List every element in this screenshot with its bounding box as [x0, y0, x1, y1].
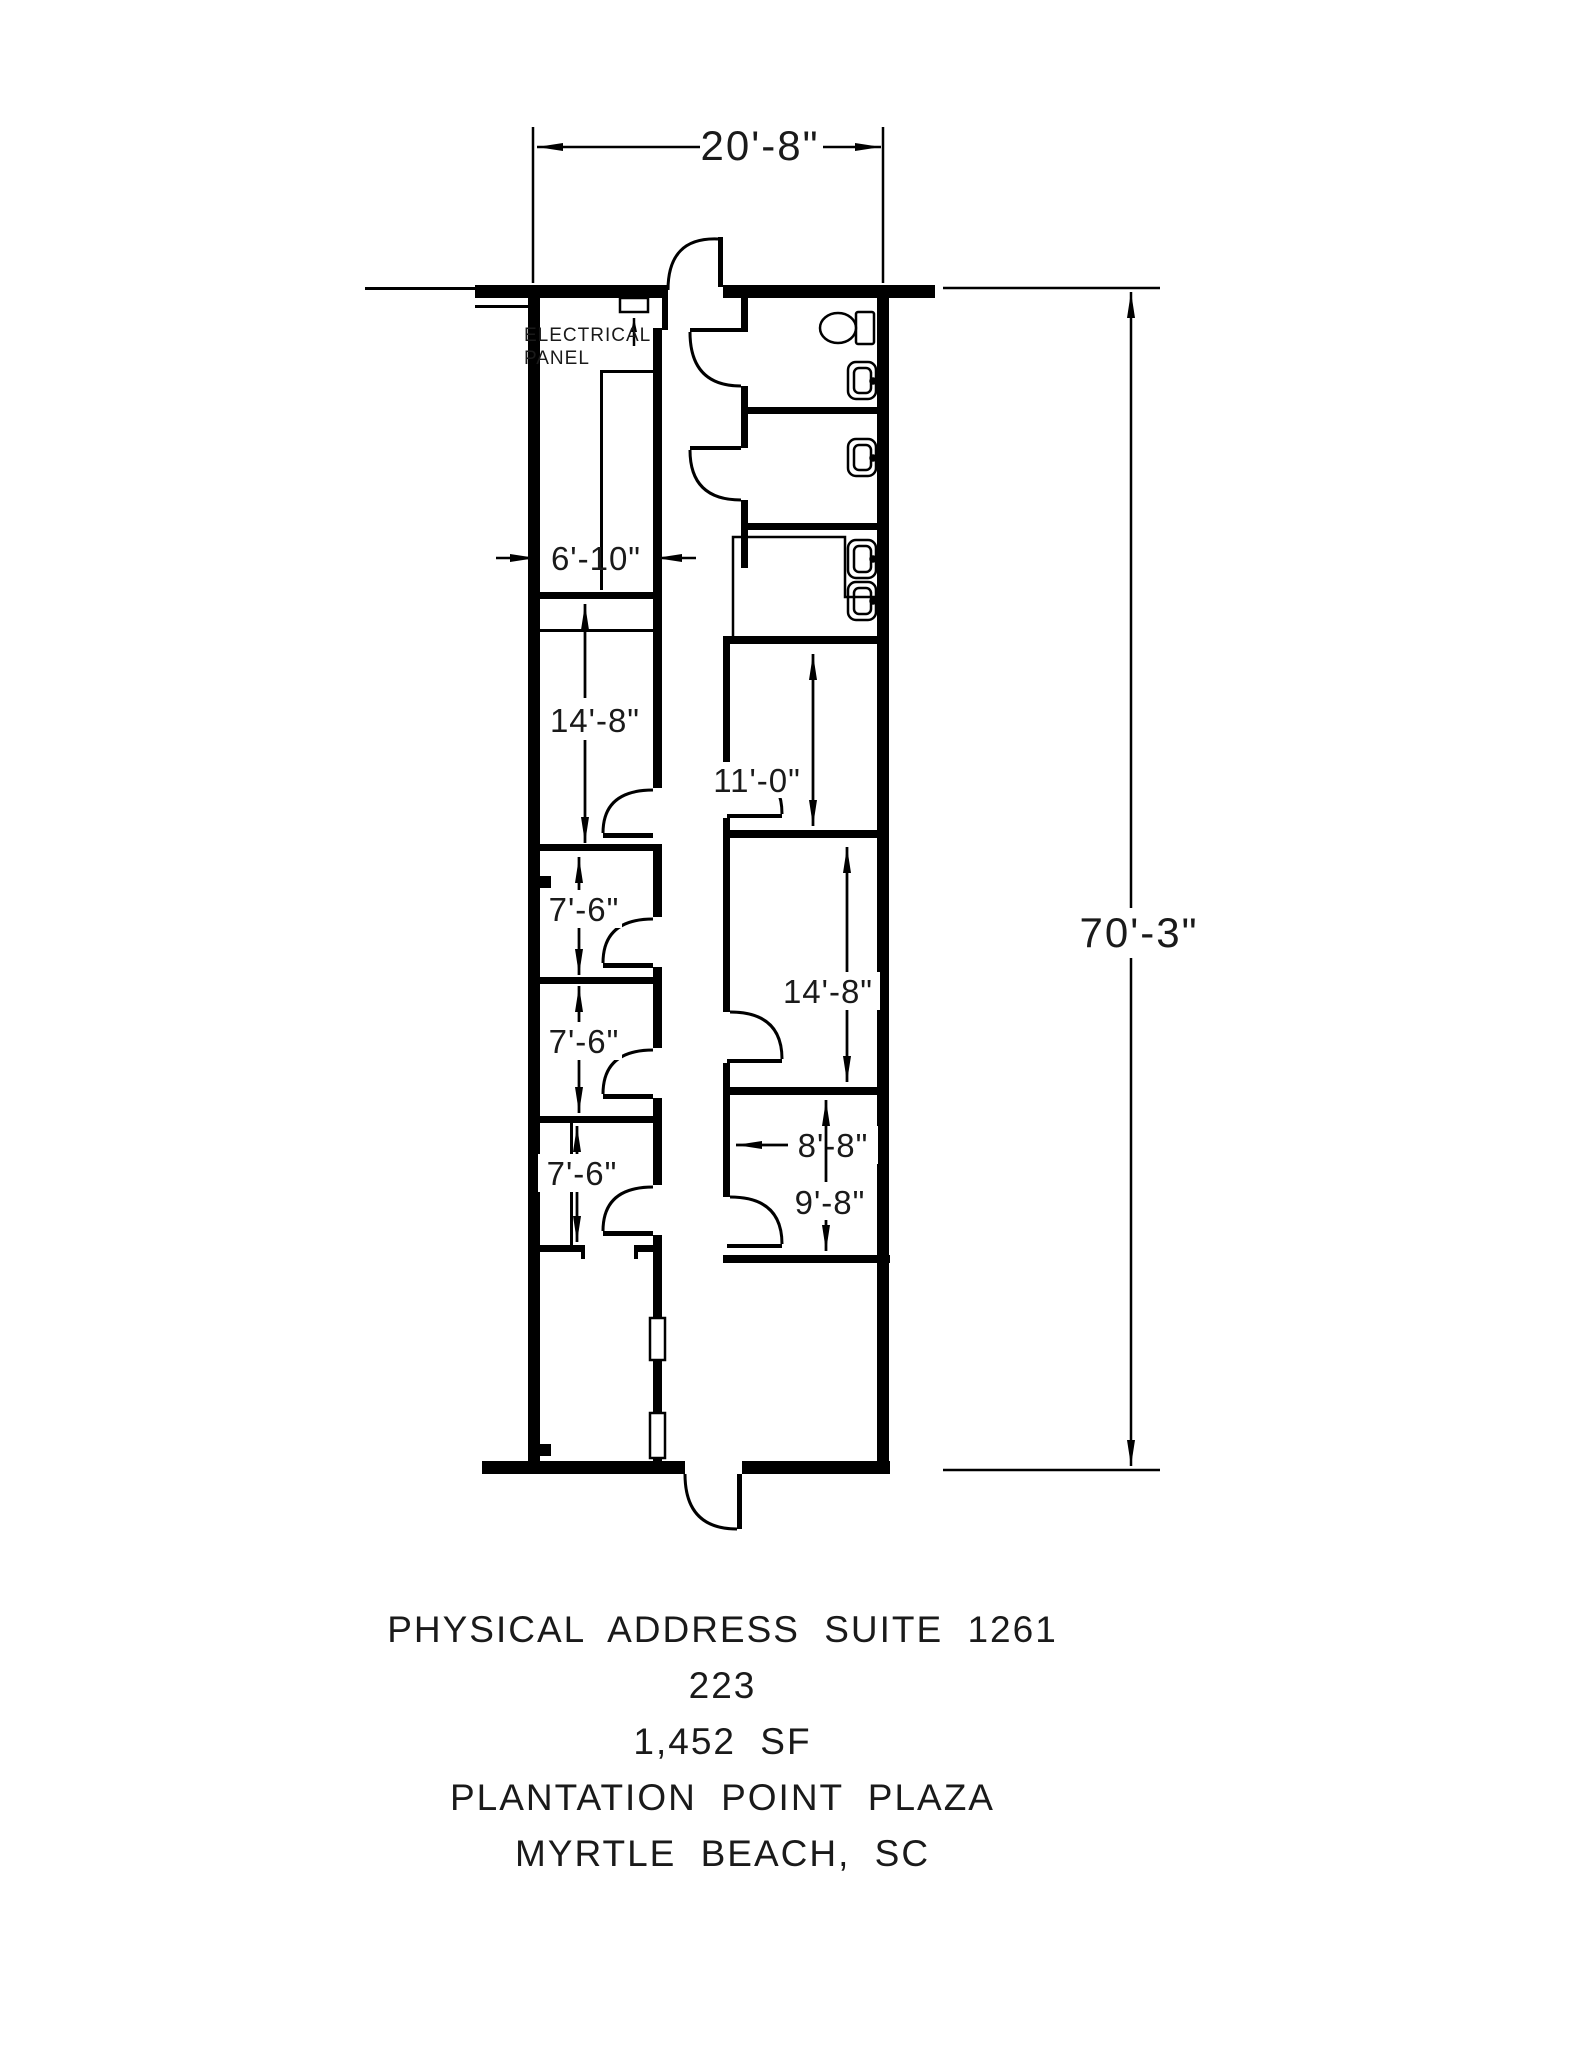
door-leaf [727, 814, 782, 818]
left-room3-jamb [653, 1098, 662, 1118]
right-room1-bottom-wall [723, 830, 877, 838]
exterior-wall-top-stub-line [475, 305, 528, 308]
doors [603, 237, 782, 1529]
dim-right-room1-label: 11'-0" [713, 762, 801, 799]
left-room4-door [603, 1187, 653, 1236]
dim-right-room3-width-label: 8'-8" [797, 1127, 869, 1164]
sink-icon [848, 439, 876, 476]
dim-right-room3-depth-label: 9'-8" [794, 1184, 866, 1221]
door-swing-arc [685, 1474, 737, 1529]
exterior-wall-top-left [475, 285, 668, 298]
door-leaf [727, 1244, 782, 1248]
bath2-left-wall-lower [741, 500, 748, 523]
dim-left-room4-label: 7'-6" [546, 1155, 618, 1192]
door-leaf [603, 1094, 653, 1099]
door-leaf [737, 1474, 742, 1529]
title-line-5: MYRTLE BEACH, SC [514, 1833, 931, 1874]
dim-overall-depth-label: 70'-3" [1079, 909, 1199, 956]
party-wall-line-left [365, 287, 475, 290]
left-room1-door [603, 790, 653, 838]
outlet-marker-icon [539, 876, 551, 888]
left-room2-bottom-wall [540, 977, 662, 984]
dim-overall-width-label: 20'-8" [700, 122, 820, 169]
right-room2-door [727, 1012, 782, 1063]
dim-left-room3-label: 7'-6" [548, 1023, 620, 1060]
left-room4-bottom-wall-a [540, 1245, 585, 1252]
dim-right-room3-depth [784, 1100, 874, 1251]
right-room2-left-wall [723, 838, 730, 1012]
right-room1-left-wall [723, 644, 730, 767]
door-swing-arc [690, 332, 741, 386]
kitchen-left-wall-stub [741, 530, 748, 568]
dim-right-room2-label: 14'-8" [782, 973, 874, 1010]
exterior-wall-bottom-right [742, 1461, 890, 1474]
bath2-door [690, 446, 741, 500]
title-line-3: 1,452 SF [633, 1721, 812, 1762]
sink-icon [848, 540, 876, 578]
title-line-1: PHYSICAL ADDRESS SUITE 1261 [387, 1609, 1058, 1650]
bath2-bottom-wall [741, 523, 877, 530]
dim-left-room2-label: 7'-6" [548, 891, 620, 928]
left-room4-bottom-wall-b [634, 1245, 662, 1252]
door-swing-arc [730, 1197, 782, 1244]
fixtures [733, 312, 877, 638]
exterior-wall-bottom-left [482, 1461, 685, 1474]
title-line-4: PLANTATION POINT PLAZA [450, 1777, 995, 1818]
dim-overall-width [533, 122, 883, 283]
right-room3-left-wall [723, 1095, 730, 1197]
sink-icon [848, 362, 876, 399]
dim-left-room1 [543, 604, 647, 843]
dim-left-room3 [540, 986, 622, 1113]
entry-door-bottom [685, 1474, 742, 1529]
right-room3-door [727, 1197, 782, 1248]
bath1-door [690, 328, 741, 386]
entry-door-top [668, 237, 723, 290]
door-leaf [727, 1059, 782, 1063]
door-leaf [603, 1231, 653, 1236]
door-swing-arc [603, 1187, 653, 1231]
storage-chase-top [600, 370, 655, 373]
dim-right-room3-width [736, 1126, 878, 1164]
bath1-bottom-wall [741, 407, 877, 414]
electrical-panel [524, 298, 651, 369]
dim-left-room4 [538, 1126, 620, 1242]
left-room1-bottom-wall [540, 844, 662, 851]
right-room2-bottom-wall [723, 1087, 877, 1095]
sink-icon [848, 582, 876, 620]
left-room4-right-wall [653, 1123, 662, 1185]
door-swing-arc [668, 239, 718, 290]
electrical-panel-label-2: PANEL [524, 348, 590, 369]
dim-left-room1-label: 14'-8" [549, 702, 641, 739]
exterior-wall-right [877, 285, 889, 1474]
door-swing-arc [690, 450, 741, 500]
right-room1-left-jamb [723, 818, 730, 832]
cased-opening-jamb [634, 1245, 638, 1259]
door-swing-arc [730, 1012, 782, 1059]
kitchen-bottom-wall [723, 636, 877, 644]
cased-opening-window [650, 1318, 665, 1360]
door-leaf [603, 833, 653, 838]
right-room3-bottom-wall [723, 1255, 890, 1263]
dim-left-room2 [540, 857, 622, 975]
dim-overall-depth [943, 288, 1199, 1470]
left-room1-right-wall [653, 598, 662, 788]
exterior-wall-top-right [723, 285, 935, 298]
door-leaf [690, 446, 741, 450]
cased-opening-window [650, 1413, 665, 1458]
exterior-wall-left [528, 285, 540, 1474]
bath1-left-wall-upper [741, 298, 748, 332]
outlet-marker-icon [539, 1444, 551, 1456]
left-room3-bottom-wall [540, 1116, 662, 1123]
electrical-panel-label-1: ELECTRICAL [524, 325, 652, 346]
bath2-left-wall-upper [741, 414, 748, 448]
dim-right-room2 [776, 847, 880, 1082]
shelf-line [540, 629, 653, 632]
dim-storage-width [496, 540, 696, 577]
left-room2-right-wall [653, 851, 662, 917]
toilet-icon [820, 312, 874, 344]
title-line-2: 223 [688, 1665, 757, 1706]
cased-opening-jamb [581, 1245, 585, 1259]
left-room3-right-wall [653, 984, 662, 1048]
electrical-panel-box [620, 298, 648, 312]
vestibule-left-stub [662, 298, 668, 330]
title-block [300, 1602, 1145, 1882]
dim-right-room1 [703, 654, 813, 826]
right-room2-left-jamb [723, 1063, 730, 1087]
dim-storage-width-label: 6'-10" [550, 540, 642, 577]
door-leaf [603, 963, 653, 968]
door-leaf [690, 328, 741, 332]
storage-bottom-wall [540, 592, 662, 599]
door-swing-arc [603, 790, 653, 833]
door-leaf [718, 237, 723, 287]
